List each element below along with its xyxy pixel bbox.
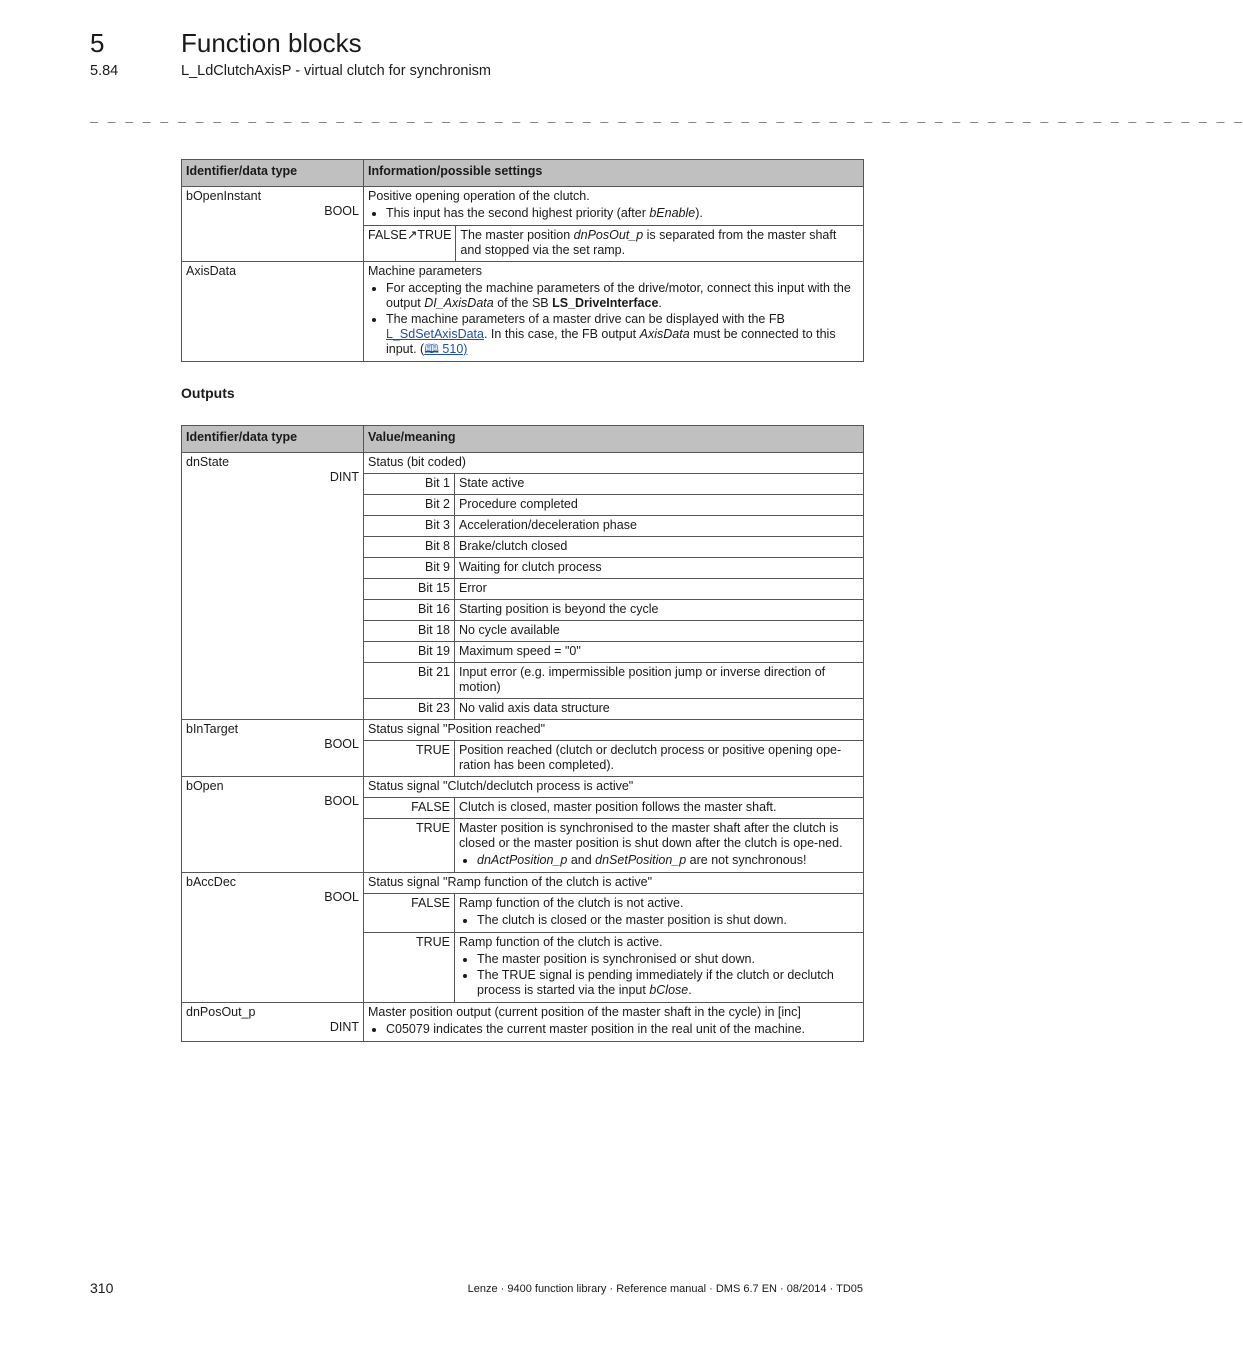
value-label: FALSE	[364, 798, 455, 819]
footer-text: Lenze · 9400 function library · Reference manual · DMS 6.7 EN · 08/2014 · TD05	[467, 1283, 863, 1295]
text: ).	[695, 206, 703, 220]
section-title: L_LdClutchAxisP - virtual clutch for synchronism	[181, 63, 491, 79]
bit-row	[364, 516, 863, 537]
description-text: Machine parameters	[368, 264, 482, 278]
bit-meaning: Input error (e.g. impermissible position jump or inverse direction of motion)	[455, 663, 864, 699]
section-number: 5.84	[90, 63, 119, 79]
page-number: 310	[90, 1280, 114, 1296]
text: .	[688, 983, 692, 997]
page-reference-link[interactable]: 🕮 510)	[424, 342, 468, 356]
description-text: Status signal "Position reached"	[368, 722, 546, 736]
column-header: Identifier/data type	[182, 160, 364, 187]
text-emphasis: dnSetPosition_p	[595, 853, 687, 867]
bit-table	[364, 473, 863, 719]
value-meaning	[455, 933, 864, 1003]
info-cell	[364, 187, 864, 262]
text-emphasis: bEnable	[649, 206, 696, 220]
data-type: DINT	[329, 1020, 359, 1034]
bit-row	[364, 600, 863, 621]
bit-label: Bit 21	[364, 663, 455, 699]
bit-label: Bit 23	[364, 699, 455, 720]
bit-row	[364, 495, 863, 516]
list-item	[386, 281, 859, 311]
description-text: Master position output (current position of the master shaft in the cycle) in [inc]	[368, 1005, 801, 1019]
list-item	[386, 206, 859, 221]
identifier-cell	[182, 262, 364, 362]
bit-meaning: Starting position is beyond the cycle	[455, 600, 864, 621]
value-row	[364, 894, 863, 933]
bit-label: Bit 1	[364, 474, 455, 495]
value-label: TRUE	[364, 819, 455, 873]
header-separator: _ _ _ _ _ _ _ _ _ _ _ _ _ _ _ _ _ _ _ _ _ _ _ _ _ _ _ _ _ _ _ _ _ _ _ _ _ _ _ _ _ _ _ _ _ _ _ _ _ _ _ _ _ _ _ _ _ _ _ _ _ _ _ _ _ _	[90, 110, 1243, 125]
data-type: DINT	[329, 470, 359, 484]
identifier-name: dnState	[186, 455, 230, 469]
column-header: Identifier/data type	[182, 426, 364, 453]
description-text: Status signal "Clutch/declutch process is active"	[368, 779, 634, 793]
table-row	[182, 187, 864, 262]
bit-row	[364, 537, 863, 558]
text: of the SB	[493, 296, 553, 310]
bit-meaning: Error	[455, 579, 864, 600]
value-row	[364, 819, 863, 873]
value-label: TRUE	[364, 933, 455, 1003]
outputs-table	[181, 425, 864, 1042]
value-table	[364, 797, 863, 872]
bit-row	[364, 663, 863, 699]
bit-label: Bit 16	[364, 600, 455, 621]
list-item	[386, 312, 859, 357]
value-label: FALSE	[364, 894, 455, 933]
value-table	[364, 893, 863, 1002]
data-type: BOOL	[324, 890, 359, 904]
value-table	[364, 740, 863, 776]
bit-label: Bit 8	[364, 537, 455, 558]
info-cell	[364, 262, 864, 362]
table-row	[182, 1003, 864, 1042]
list-item	[477, 968, 859, 998]
value-meaning	[455, 819, 864, 873]
text: Ramp function of the clutch is not active.	[459, 896, 684, 910]
text: Ramp function of the clutch is active.	[459, 935, 663, 949]
data-type: BOOL	[324, 737, 359, 751]
bit-meaning: Waiting for clutch process	[455, 558, 864, 579]
bit-row	[364, 699, 863, 720]
identifier-cell	[182, 720, 364, 777]
table-row	[182, 873, 864, 1003]
info-cell	[364, 1003, 864, 1042]
list-item	[477, 853, 859, 868]
text-emphasis: AxisData	[639, 327, 690, 341]
value-meaning: Position reached (clutch or declutch process or positive opening ope-ration has been completed).	[455, 741, 864, 777]
bit-meaning: Procedure completed	[455, 495, 864, 516]
text: are not synchronous!	[686, 853, 807, 867]
text: is separated from the master shaft and stopped via the set ramp.	[460, 228, 837, 257]
value-meaning: Clutch is closed, master position follows the master shaft.	[455, 798, 864, 819]
identifier-cell	[182, 453, 364, 720]
table-row	[182, 720, 864, 777]
text: must be connected to this input. (	[386, 327, 836, 356]
bit-meaning: Maximum speed = "0"	[455, 642, 864, 663]
value-row	[364, 933, 863, 1003]
bit-label: Bit 9	[364, 558, 455, 579]
bit-label: Bit 2	[364, 495, 455, 516]
bit-label: Bit 15	[364, 579, 455, 600]
info-cell	[364, 777, 864, 873]
table-header-row	[182, 426, 864, 453]
bit-row	[364, 474, 863, 495]
fb-link[interactable]: L_SdSetAxisData	[386, 327, 484, 341]
bit-meaning: No valid axis data structure	[455, 699, 864, 720]
description-text: Status (bit coded)	[368, 455, 466, 469]
info-cell	[364, 453, 864, 720]
value-label: TRUE	[364, 741, 455, 777]
list-item: • C05079 indicates the current master position in the real unit of the machine.	[386, 1022, 859, 1037]
bit-label: Bit 18	[364, 621, 455, 642]
text-emphasis: DI_AxisData	[424, 296, 494, 310]
bit-meaning: Acceleration/deceleration phase	[455, 516, 864, 537]
identifier-cell	[182, 1003, 364, 1042]
identifier-name: AxisData	[186, 264, 237, 278]
value-label: FALSE↗TRUE	[364, 226, 456, 262]
bit-row	[364, 558, 863, 579]
bullet-list	[368, 206, 859, 221]
value-table	[364, 225, 863, 261]
identifier-cell	[182, 777, 364, 873]
value-row	[364, 798, 863, 819]
value-meaning	[455, 894, 864, 933]
info-cell	[364, 720, 864, 777]
bullet-list	[368, 1022, 859, 1037]
data-type: BOOL	[324, 204, 359, 218]
identifier-cell	[182, 187, 364, 262]
table-row	[182, 453, 864, 720]
identifier-name: bInTarget	[186, 722, 239, 736]
table-row	[182, 777, 864, 873]
info-cell	[364, 873, 864, 1003]
text: The TRUE signal is pending immediately if the clutch or declutch process is started via the input	[477, 968, 834, 997]
text: . In this case, the FB output	[483, 327, 640, 341]
identifier-cell	[182, 873, 364, 1003]
text-emphasis: dnPosOut_p	[573, 228, 644, 242]
bullet-list	[368, 281, 859, 357]
value-row	[364, 226, 863, 262]
text: and	[567, 853, 596, 867]
bullet-list	[459, 952, 859, 998]
column-header: Value/meaning	[364, 426, 864, 453]
chapter-title: Function blocks	[181, 28, 362, 58]
bit-label: Bit 3	[364, 516, 455, 537]
description-text: Status signal "Ramp function of the clutch is active"	[368, 875, 653, 889]
text: .	[658, 296, 662, 310]
column-header: Information/possible settings	[364, 160, 864, 187]
list-item: • The master position is synchronised or shut down.	[477, 952, 859, 967]
identifier-name: bOpenInstant	[186, 189, 262, 203]
text-emphasis: bClose	[649, 983, 689, 997]
text-strong: LS_DriveInterface	[552, 296, 659, 310]
text: Master position is synchronised to the master shaft after the clutch is closed or the master position is shut down after the clutch is ope-ned.	[459, 821, 843, 850]
list-item: • The clutch is closed or the master position is shut down.	[477, 913, 859, 928]
inputs-table	[181, 159, 864, 362]
value-row	[364, 741, 863, 777]
table-row	[182, 262, 864, 362]
value-meaning	[456, 226, 863, 262]
bit-row	[364, 579, 863, 600]
bit-meaning: Brake/clutch closed	[455, 537, 864, 558]
bit-row	[364, 642, 863, 663]
bit-row	[364, 621, 863, 642]
table-header-row	[182, 160, 864, 187]
text: For accepting the machine parameters of the drive/motor, connect this input with the output	[386, 281, 851, 310]
text: This input has the second highest priority (after	[386, 206, 650, 220]
text: The master position	[460, 228, 574, 242]
identifier-name: dnPosOut_p	[186, 1005, 256, 1019]
bit-meaning: State active	[455, 474, 864, 495]
description	[364, 187, 863, 225]
bit-meaning: No cycle available	[455, 621, 864, 642]
bullet-list	[459, 853, 859, 868]
data-type: BOOL	[324, 794, 359, 808]
description-text: Positive opening operation of the clutch.	[368, 189, 590, 203]
bullet-list	[459, 913, 859, 928]
identifier-name: bOpen	[186, 779, 224, 793]
outputs-heading: Outputs	[181, 385, 235, 401]
text-emphasis: dnActPosition_p	[477, 853, 568, 867]
identifier-name: bAccDec	[186, 875, 237, 889]
text: The machine parameters of a master drive can be displayed with the FB	[386, 312, 785, 326]
chapter-number: 5	[90, 28, 105, 58]
bit-label: Bit 19	[364, 642, 455, 663]
